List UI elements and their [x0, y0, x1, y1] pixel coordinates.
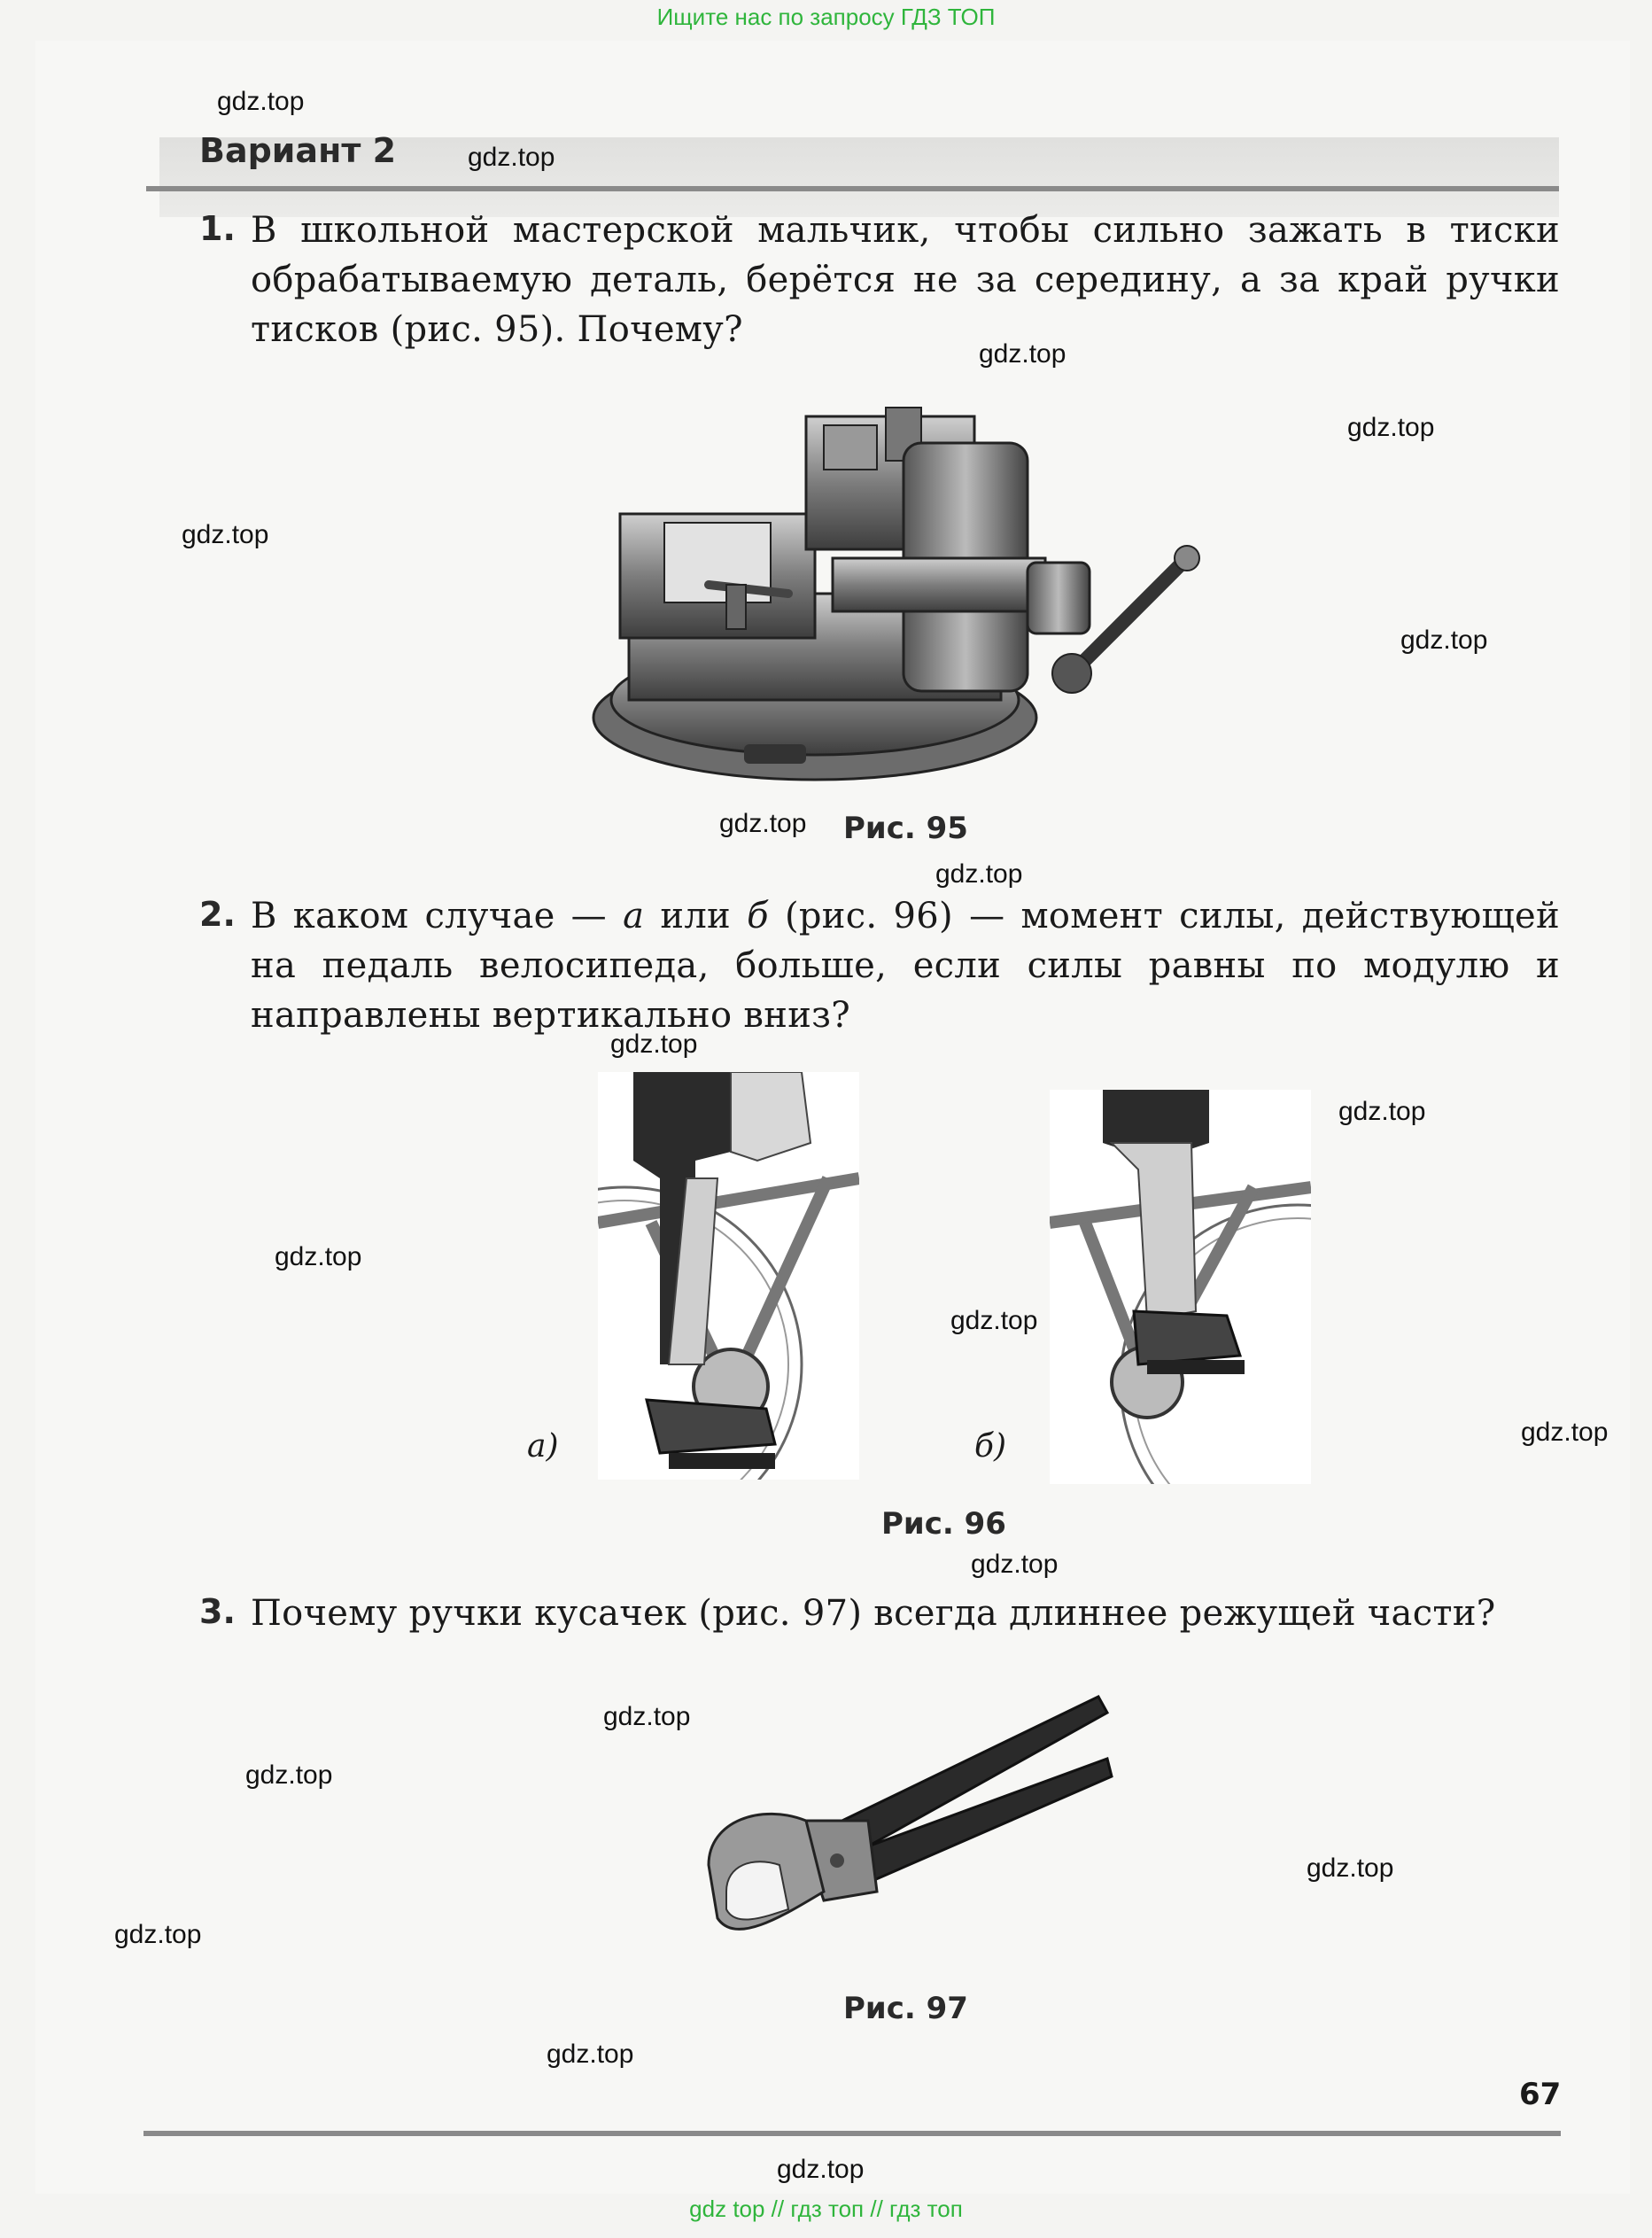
bicycle-pedal-photo-a: [598, 1072, 859, 1480]
figure-96-caption: Рис. 96: [881, 1506, 1006, 1542]
watermark: gdz.top: [777, 2155, 865, 2184]
watermark: gdz.top: [1347, 413, 1435, 442]
option-a: а: [623, 896, 645, 936]
watermark: gdz.top: [275, 1242, 362, 1271]
top-banner[interactable]: Ищите нас по запросу ГДЗ ТОП: [656, 4, 996, 30]
watermark: gdz.top: [547, 2040, 634, 2069]
sub-label-b: б): [974, 1428, 1007, 1465]
watermark: gdz.top: [971, 1550, 1059, 1579]
question-2-text-or: или: [644, 896, 748, 936]
page-number: 67: [1519, 2077, 1562, 2112]
question-2-text-start: В каком случае —: [251, 896, 624, 936]
watermark: gdz.top: [182, 520, 269, 549]
question-1-text: В школьной мастерской мальчик, чтобы сильно зажать в тиски обрабатываемую деталь, берётся не за середину, а за край ручки тисков (рис. 95). Почему?: [251, 210, 1560, 350]
variant-heading: Вариант 2: [199, 131, 397, 170]
figure-95-caption: Рис. 95: [843, 811, 968, 846]
question-1-number: 1.: [199, 209, 236, 248]
watermark: gdz.top: [1521, 1418, 1609, 1447]
watermark: gdz.top: [979, 339, 1066, 369]
footer-rule: [143, 2131, 1561, 2136]
question-2-text: [251, 891, 1560, 1040]
question-3-text: Почему ручки кусачек (рис. 97) всегда длиннее режущей части?: [251, 1593, 1496, 1634]
question-2-number: 2.: [199, 895, 236, 934]
watermark: gdz.top: [217, 87, 305, 116]
watermark: gdz.top: [610, 1030, 698, 1059]
bottom-banner[interactable]: gdz top // гдз топ // гдз топ: [689, 2195, 963, 2222]
sub-label-a: а): [527, 1428, 559, 1465]
watermark: gdz.top: [1307, 1853, 1394, 1883]
watermark: gdz.top: [468, 143, 555, 172]
watermark: gdz.top: [1400, 626, 1488, 655]
figure-97-caption: Рис. 97: [843, 1991, 968, 2026]
watermark: gdz.top: [603, 1702, 691, 1731]
question-2-text-end: (рис. 96) — момент силы, действующей на педаль велосипеда, больше, если силы равны по модулю и направлены вертикально вниз?: [251, 896, 1560, 1036]
watermark: gdz.top: [245, 1760, 333, 1790]
watermark: gdz.top: [114, 1920, 202, 1949]
watermark: gdz.top: [1338, 1097, 1426, 1126]
option-b: б: [747, 896, 769, 936]
watermark: gdz.top: [935, 859, 1023, 889]
vise-illustration: [567, 381, 1222, 806]
header-rule: [146, 186, 1559, 191]
pincers-illustration: [691, 1688, 1116, 1971]
watermark: gdz.top: [719, 809, 807, 838]
bicycle-pedal-photo-b: [1050, 1090, 1311, 1484]
question-3-number: 3.: [199, 1592, 236, 1631]
watermark: gdz.top: [950, 1306, 1038, 1335]
